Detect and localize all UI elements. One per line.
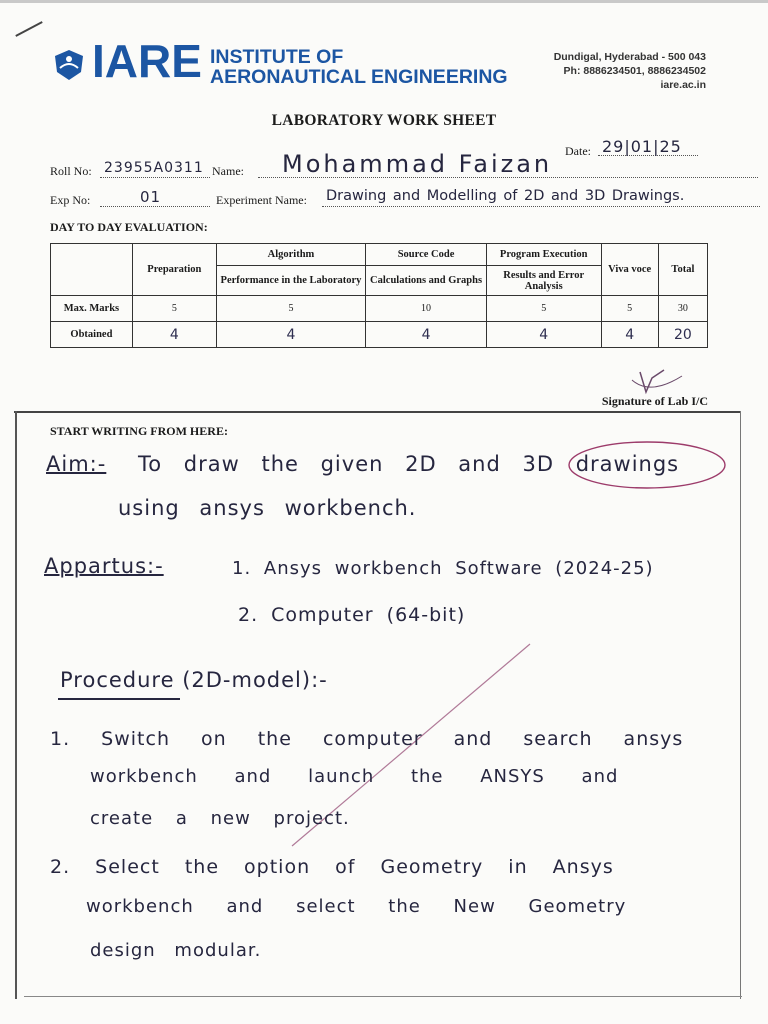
exp-no-label: Exp No: bbox=[50, 193, 91, 207]
address-line: Dundigal, Hyderabad - 500 043 bbox=[553, 51, 706, 63]
col-source-code: Source Code bbox=[366, 244, 487, 266]
evaluation-table bbox=[50, 243, 708, 348]
obtained-cell: 4 bbox=[366, 322, 487, 348]
header-blank-cell bbox=[51, 244, 133, 296]
max-marks-cell: 30 bbox=[658, 296, 707, 322]
exp-no-line bbox=[100, 206, 210, 207]
col-algorithm-sub: Performance in the Laboratory bbox=[216, 266, 365, 296]
exp-no-value: 01 bbox=[140, 188, 162, 206]
writing-frame-bottom bbox=[24, 996, 742, 997]
col-source-code-sub: Calculations and Graphs bbox=[366, 266, 487, 296]
obtained-cell: 4 bbox=[601, 322, 658, 348]
institute-name-line2: AERONAUTICAL ENGINEERING bbox=[210, 66, 508, 88]
logo-text: IARE bbox=[92, 35, 202, 87]
max-marks-cell: 5 bbox=[216, 296, 365, 322]
signature-label: Signature of Lab I/C bbox=[601, 394, 708, 408]
obtained-cell: 4 bbox=[216, 322, 365, 348]
procedure-heading: Procedure (2D-model):- bbox=[60, 668, 328, 692]
start-writing-label: START WRITING FROM HERE: bbox=[50, 424, 228, 438]
step2-line-2: workbench and select the New Geometry bbox=[86, 896, 627, 917]
obtained-cell: 4 bbox=[486, 322, 601, 348]
aim-line-1: To draw the given 2D and 3D drawings bbox=[138, 452, 680, 476]
col-total: Total bbox=[658, 244, 707, 296]
scan-edge bbox=[0, 0, 768, 3]
obtained-cell: 4 bbox=[132, 322, 216, 348]
aim-heading: Aim:- bbox=[46, 452, 107, 476]
roll-value: 23955A0311 bbox=[104, 160, 204, 176]
step2-line-1: 2. Select the option of Geometry in Ansys bbox=[50, 856, 614, 878]
date-label: Date: bbox=[565, 144, 591, 158]
writing-frame-right bbox=[740, 411, 741, 999]
writing-frame-left bbox=[15, 411, 17, 999]
row-label-max-marks: Max. Marks bbox=[51, 296, 133, 322]
phone-line: Ph: 8886234501, 8886234502 bbox=[563, 65, 706, 77]
pen-mark bbox=[15, 21, 42, 37]
col-preparation: Preparation bbox=[132, 244, 216, 296]
roll-label: Roll No: bbox=[50, 164, 92, 178]
sheet-title: LABORATORY WORK SHEET bbox=[271, 112, 497, 129]
step1-line-3: create a new project. bbox=[90, 808, 350, 829]
apparatus-item-1: 1. Ansys workbench Software (2024-25) bbox=[232, 558, 654, 579]
exp-name-label: Experiment Name: bbox=[216, 193, 307, 207]
institute-emblem-icon bbox=[52, 48, 86, 82]
date-value: 29|01|25 bbox=[602, 137, 682, 156]
col-viva-voce: Viva voce bbox=[601, 244, 658, 296]
step1-line-2: workbench and launch the ANSYS and bbox=[90, 766, 619, 787]
procedure-underline bbox=[58, 698, 180, 700]
step1-line-1: 1. Switch on the computer and search ansys bbox=[50, 728, 684, 750]
max-marks-cell: 5 bbox=[486, 296, 601, 322]
evaluation-heading: DAY TO DAY EVALUATION: bbox=[50, 220, 208, 234]
exp-name-value: Drawing and Modelling of 2D and 3D Drawings. bbox=[326, 188, 685, 204]
col-program-execution: Program Execution bbox=[486, 244, 601, 266]
apparatus-item-2: 2. Computer (64-bit) bbox=[238, 604, 466, 626]
max-marks-cell: 5 bbox=[132, 296, 216, 322]
max-marks-cell: 10 bbox=[366, 296, 487, 322]
step2-line-3: design modular. bbox=[90, 940, 262, 961]
website-line: iare.ac.in bbox=[660, 79, 706, 91]
col-execution-sub: Results and Error Analysis bbox=[486, 266, 601, 296]
obtained-cell: 20 bbox=[658, 322, 707, 348]
apparatus-heading: Appartus:- bbox=[44, 554, 164, 578]
institute-name-line1: INSTITUTE OF bbox=[210, 46, 344, 68]
row-label-obtained: Obtained bbox=[51, 322, 133, 348]
max-marks-cell: 5 bbox=[601, 296, 658, 322]
name-value: Mohammad Faizan bbox=[282, 150, 553, 178]
aim-line-2: using ansys workbench. bbox=[118, 496, 417, 520]
roll-line bbox=[100, 177, 210, 178]
col-algorithm: Algorithm bbox=[216, 244, 365, 266]
circled-annotation-icon bbox=[566, 438, 728, 494]
name-label: Name: bbox=[212, 164, 244, 178]
exp-name-line bbox=[322, 206, 760, 207]
writing-frame-top bbox=[14, 411, 741, 413]
